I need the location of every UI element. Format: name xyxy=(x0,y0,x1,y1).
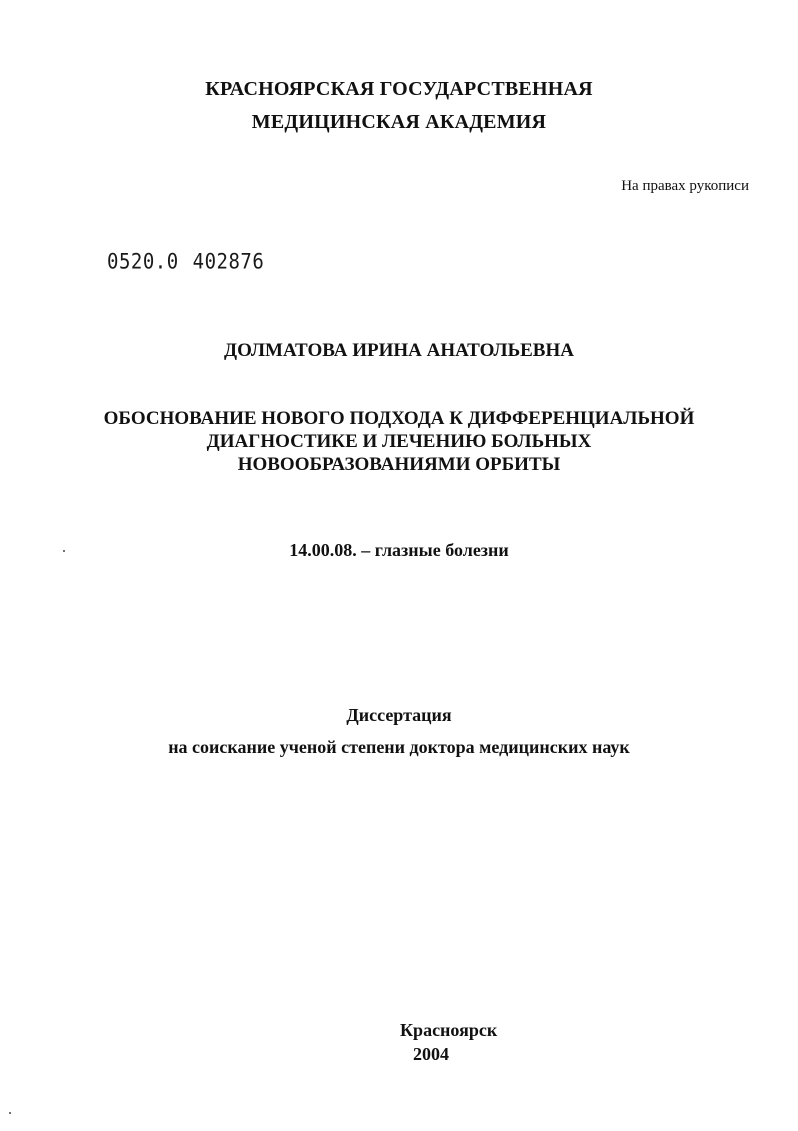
stamp-code-2: 402876 xyxy=(192,250,265,275)
author-name: ДОЛМАТОВА ИРИНА АНАТОЛЬЕВНА xyxy=(224,340,574,361)
year: 2004 xyxy=(413,1044,449,1064)
institution-line-1: КРАСНОЯРСКАЯ ГОСУДАРСТВЕННАЯ xyxy=(205,78,593,100)
title-line-2: ДИАГНОСТИКЕ И ЛЕЧЕНИЮ БОЛЬНЫХ xyxy=(206,431,592,452)
title-line-3: НОВООБРАЗОВАНИЯМИ ОРБИТЫ xyxy=(237,454,561,475)
title-line-1: ОБОСНОВАНИЕ НОВОГО ПОДХОДА К ДИФФЕРЕНЦИАЛЬНОЙ xyxy=(103,408,695,429)
scan-speck xyxy=(9,1112,11,1114)
archive-stamp xyxy=(107,250,264,274)
stamp-code-1: 0520.0 xyxy=(107,250,179,275)
dissertation-degree: на соискание ученой степени доктора медицинских наук xyxy=(168,737,630,757)
institution-line-2: МЕДИЦИНСКАЯ АКАДЕМИЯ xyxy=(251,111,547,133)
rights-note: На правах рукописи xyxy=(621,178,749,194)
dissertation-type: Диссертация xyxy=(346,705,452,725)
city: Красноярск xyxy=(400,1020,498,1040)
specialty: 14.00.08. – глазные болезни xyxy=(289,540,509,560)
